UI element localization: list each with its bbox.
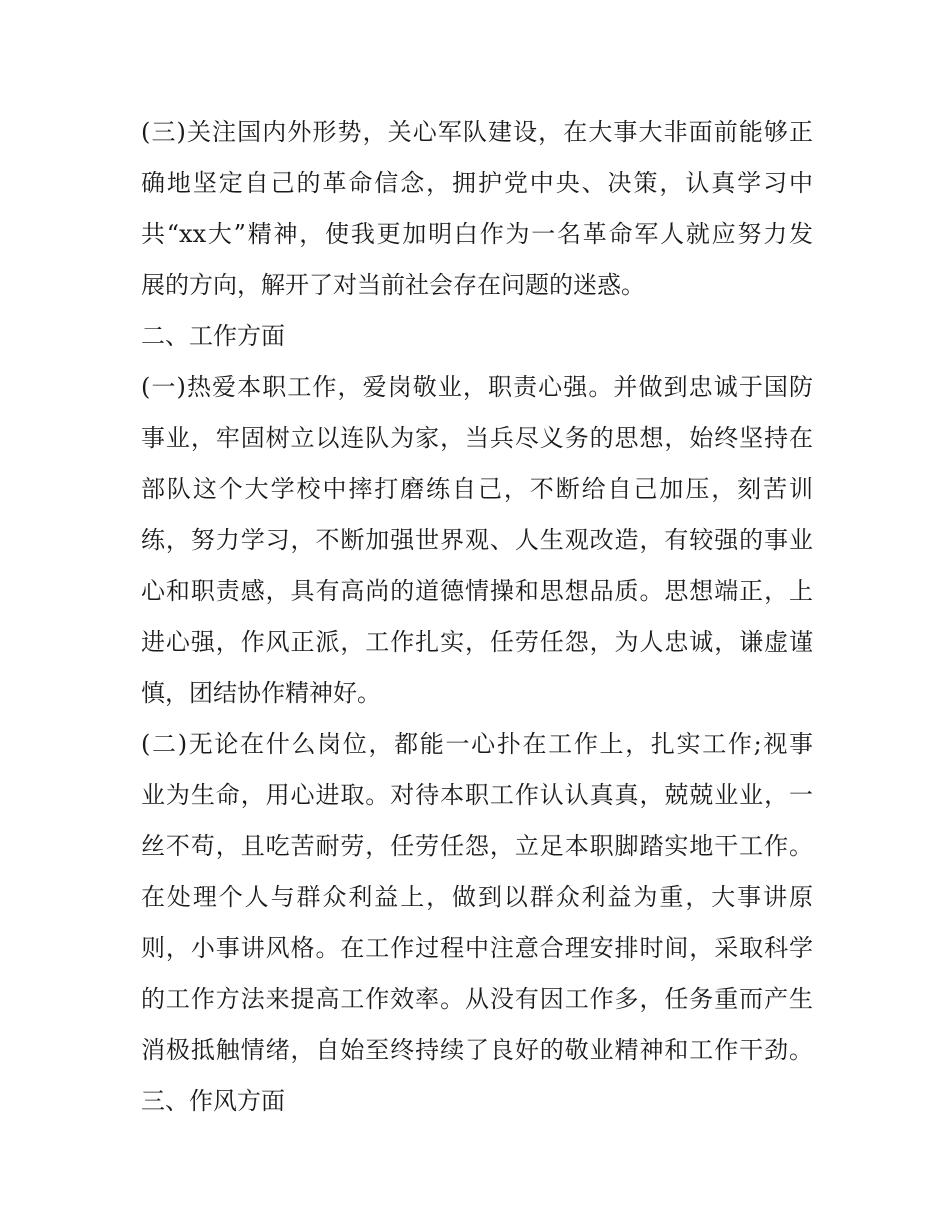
text-line: 丝不苟，且吃苦耐劳，任劳任怨，立足本职脚踏实地干工作。 bbox=[141, 832, 813, 860]
document-body bbox=[141, 107, 813, 1127]
section-heading: 二、工作方面 bbox=[141, 322, 285, 350]
text-line: 业为生命，用心进取。对待本职工作认认真真，兢兢业业，一 bbox=[141, 781, 813, 809]
text-line: (三)关注国内外形势，关心军队建设，在大事大非面前能够正 bbox=[141, 118, 813, 146]
text-line: (二)无论在什么岗位，都能一心扑在工作上，扎实工作;视事 bbox=[141, 730, 813, 758]
text-line: 部队这个大学校中摔打磨练自己，不断给自己加压，刻苦训 bbox=[141, 475, 813, 503]
text-line: 事业，牢固树立以连队为家，当兵尽义务的思想，始终坚持在 bbox=[141, 424, 813, 452]
text-line: (一)热爱本职工作，爱岗敬业，职责心强。并做到忠诚于国防 bbox=[141, 373, 813, 401]
text-line: 心和职责感，具有高尚的道德情操和思想品质。思想端正，上 bbox=[141, 577, 813, 605]
text-line: 展的方向，解开了对当前社会存在问题的迷惑。 bbox=[141, 271, 645, 299]
text-line: 的工作方法来提高工作效率。从没有因工作多，任务重而产生 bbox=[141, 985, 813, 1013]
text-line: 共“xx大”精神，使我更加明白作为一名革命军人就应努力发 bbox=[141, 220, 813, 248]
text-line: 则，小事讲风格。在工作过程中注意合理安排时间，采取科学 bbox=[141, 934, 813, 962]
text-line: 练，努力学习，不断加强世界观、人生观改造，有较强的事业 bbox=[141, 526, 813, 554]
text-line: 进心强，作风正派，工作扎实，任劳任怨，为人忠诚，谦虚谨 bbox=[141, 628, 813, 656]
text-line: 确地坚定自己的革命信念，拥护党中央、决策，认真学习中 bbox=[141, 169, 813, 197]
text-line: 在处理个人与群众利益上，做到以群众利益为重，大事讲原 bbox=[141, 883, 813, 911]
section-heading: 三、作风方面 bbox=[141, 1087, 285, 1115]
text-line: 慎，团结协作精神好。 bbox=[141, 679, 381, 707]
text-line: 消极抵触情绪，自始至终持续了良好的敬业精神和工作干劲。 bbox=[141, 1036, 813, 1064]
